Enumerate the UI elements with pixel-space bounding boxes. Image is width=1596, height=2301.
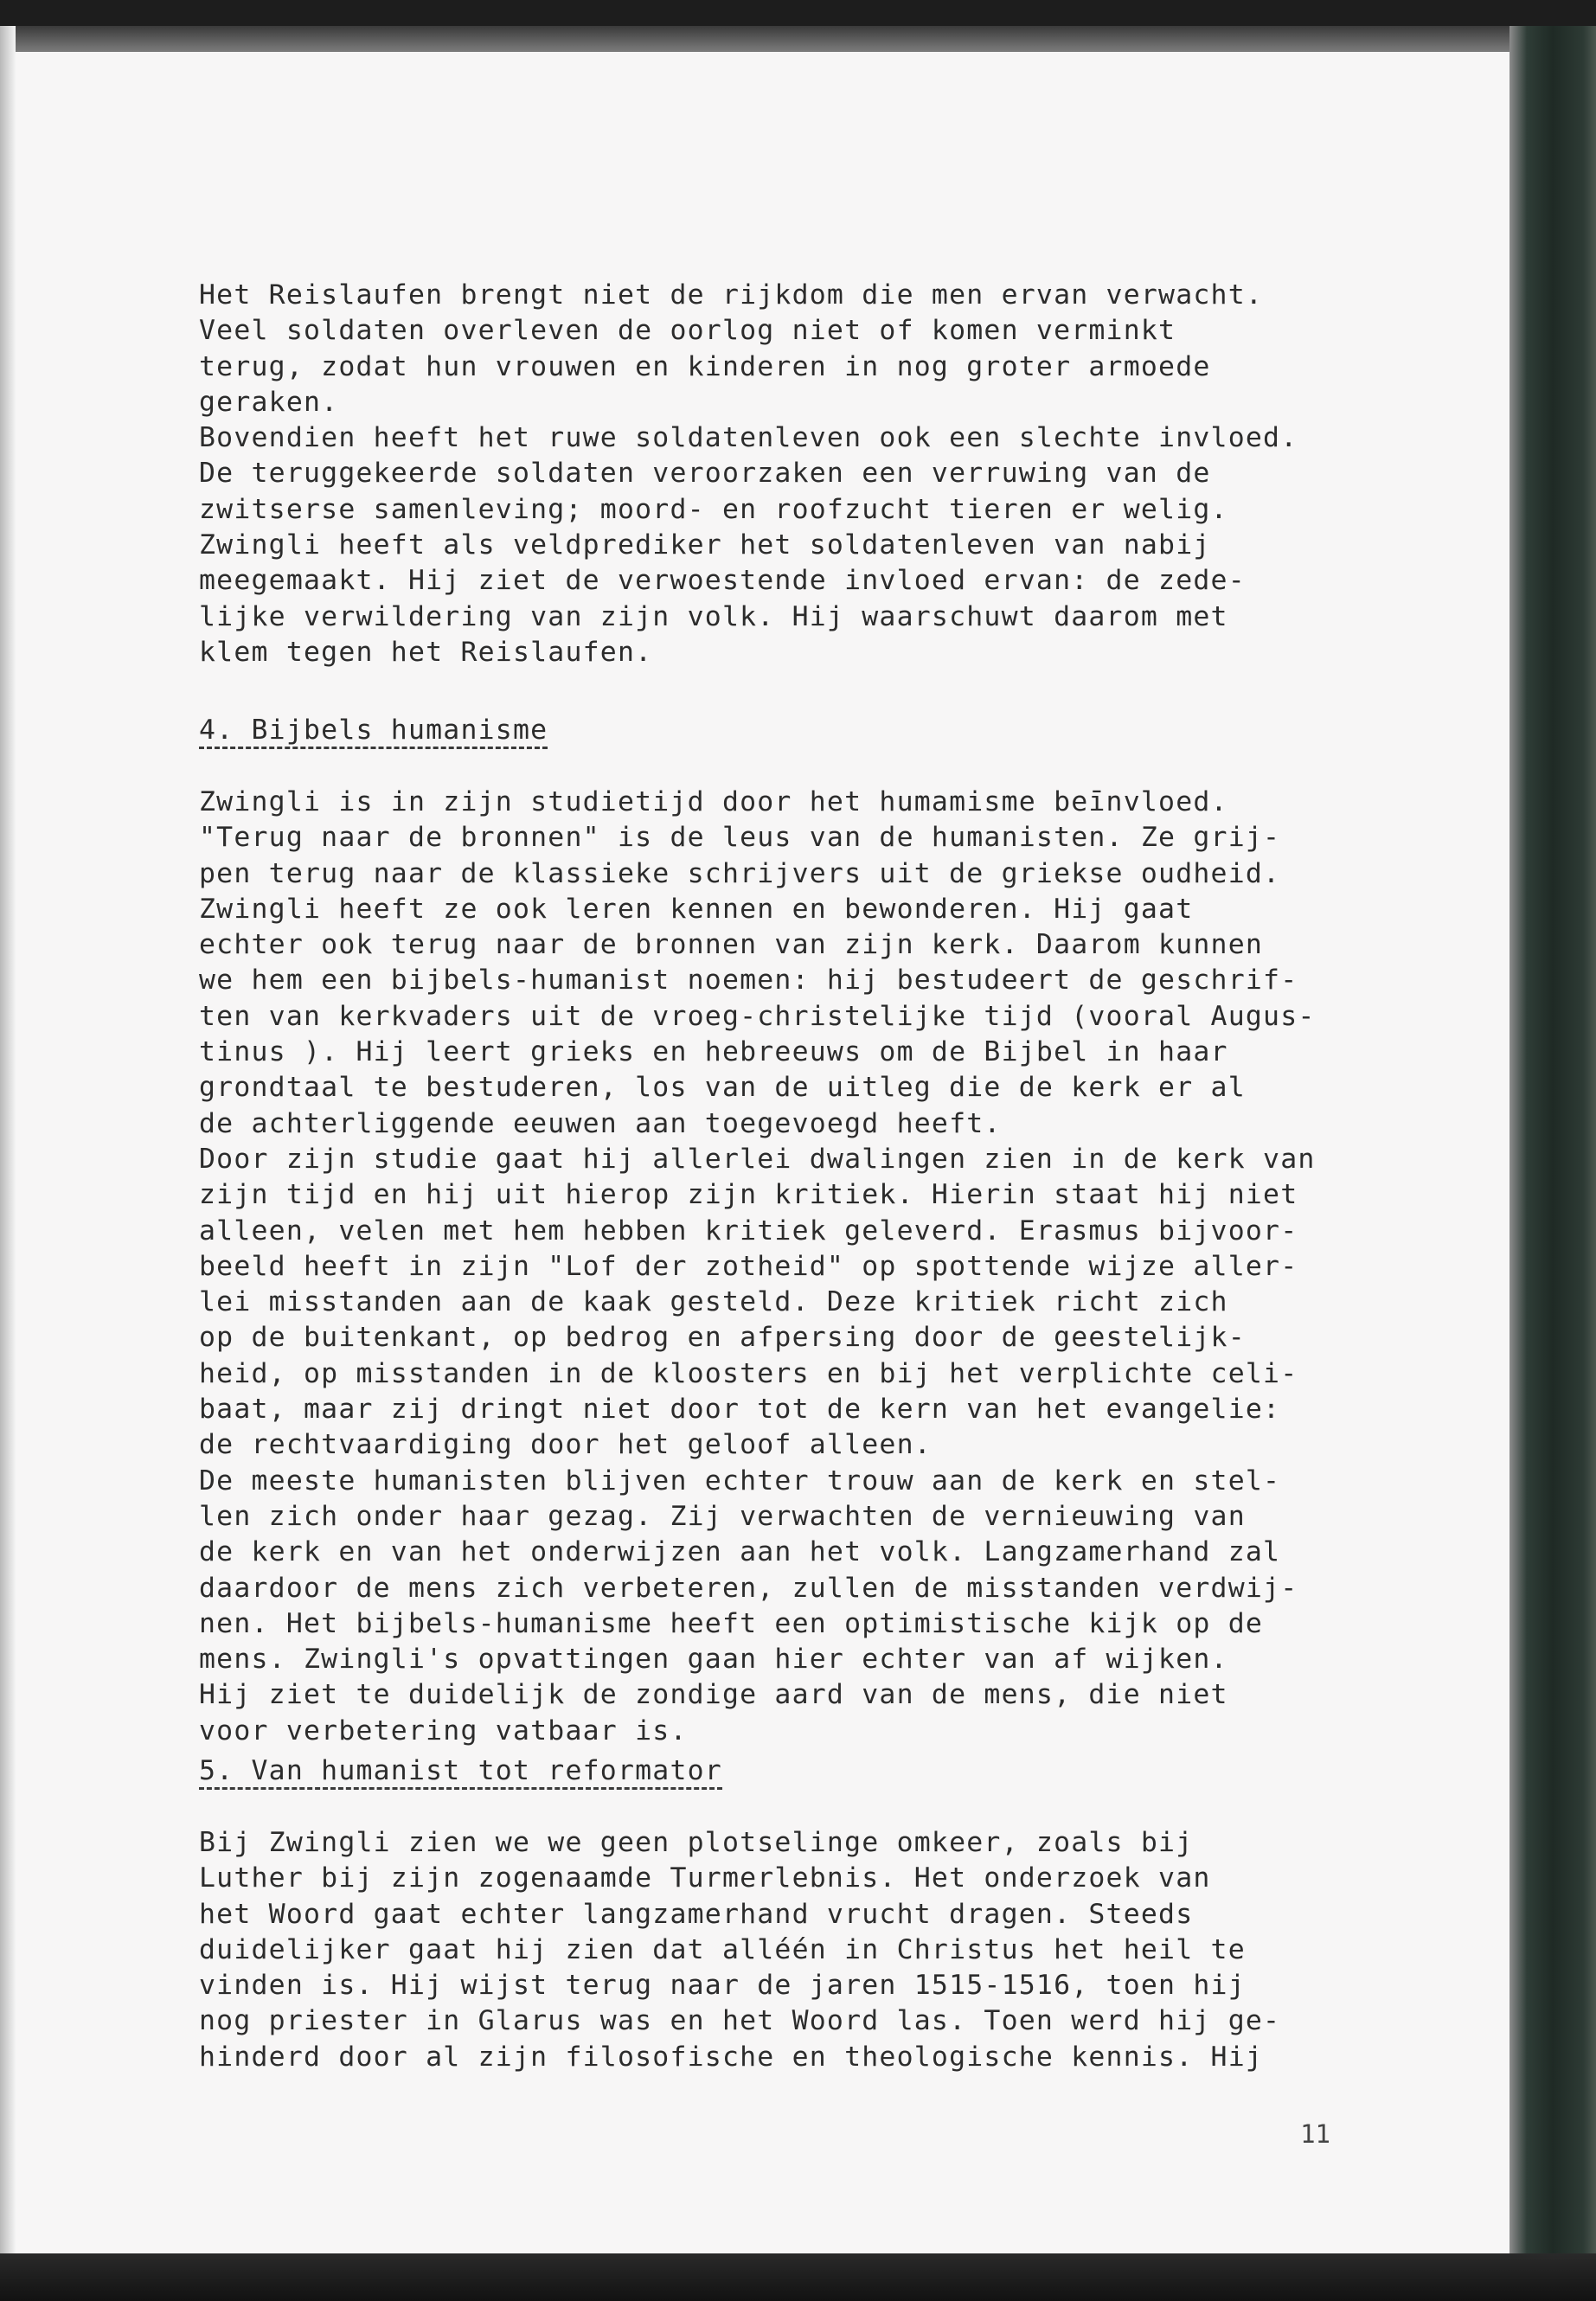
book-binding-edge <box>1509 26 1596 2266</box>
document-page <box>16 52 1509 2253</box>
scanner-top-edge <box>0 0 1596 26</box>
book-top-edge <box>0 26 1540 52</box>
paragraph-reformator: Bij Zwingli zien we we geen plotselinge omkeer, zoals bij Luther bij zijn zogenaamde Turmerlebnis. Het onderzoek van het Woord gaat echter langzamerhand vrucht dragen. Steeds duidelijker gaat hij zien dat alléén in Christus het heil te vinden is. Hij wijst terug naar de jaren 1515-1516, toen hij nog priester in Glarus was en het Woord las. Toen werd hij ge- hinderd door al zijn filosofische en theologische kennis. Hij <box>199 1827 1281 2073</box>
heading-underline <box>199 1787 722 1790</box>
section-heading-van-humanist-tot-reformator <box>199 1753 722 1790</box>
heading-underline <box>199 747 548 749</box>
paragraph-humanisme: Zwingli is in zijn studietijd door het humamisme beīnvloed. "Terug naar de bronnen" is de leus van de humanisten. Ze grij- pen terug naar de klassieke schrijvers uit de griekse oudheid. Zwingli heeft ze ook leren kennen en bewonderen. Hij gaat echter ook terug naar de bronnen van zijn kerk. Daarom kunnen we hem een bijbels-humanist noemen: hij bestudeert de geschrif- ten van kerkvaders uit de vroeg-christelijke tijd (vooral Augus- tinus ). Hij leert grieks en hebreeuws om de Bijbel in haar grondtaal te bestuderen, los van de uitleg die de kerk er al de achterliggende eeuwen aan toegevoegd heeft. Door zijn studie gaat hij allerlei dwalingen zien in de kerk van zijn tijd en hij uit hierop zijn kritiek. Hierin staat hij niet alleen, velen met hem hebben kritiek geleverd. Erasmus bijvoor- beeld heeft in zijn "Lof der zotheid" op spottende wijze aller- lei misstanden aan de kaak gesteld. Deze kritiek richt zich op de buitenkant, op bedrog en afpersing door de geestelijk- heid, op misstanden in de kloosters en bij het verplichte celi- baat, maar zij dringt niet door tot de kern van het evangelie: de rechtvaardiging door het geloof alleen. De meeste humanisten blijven echter trouw aan de kerk en stel- len zich onder haar gezag. Zij verwachten de vernieuwing van de kerk en van het onderwijzen aan het volk. Langzamerhand zal daardoor de mens zich verbeteren, zullen de misstanden verdwij- nen. Het bijbels-humanisme heeft een optimistische kijk op de mens. Zwingli's opvattingen gaan hier echter van af wijken. Hij ziet te duidelijk de zondige aard van de mens, die niet voor verbetering vatbaar is. <box>199 786 1316 1747</box>
page-number: 11 <box>1300 2119 1330 2149</box>
page-left-shadow <box>0 26 16 2253</box>
paragraph-reislaufen: Het Reislaufen brengt niet de rijkdom die men ervan verwacht. Veel soldaten overleven de oorlog niet of komen verminkt terug, zodat hun vrouwen en kinderen in nog groter armoede geraken. Bovendien heeft het ruwe soldatenleven ook een slechte invloed. De teruggekeerde soldaten veroorzaken een verruwing van de zwitserse samenleving; moord- en roofzucht tieren er welig. Zwingli heeft als veldprediker het soldatenleven van nabij meegemaakt. Hij ziet de verwoestende invloed ervan: de zede- lijke verwildering van zijn volk. Hij waarschuwt daarom met klem tegen het Reislaufen. <box>199 279 1298 668</box>
scanner-bottom-edge <box>0 2253 1596 2301</box>
section-heading-bijbels-humanisme <box>199 713 548 749</box>
section-heading-text: 4. Bijbels humanisme <box>199 715 548 746</box>
section-heading-text: 5. Van humanist tot reformator <box>199 1755 722 1786</box>
